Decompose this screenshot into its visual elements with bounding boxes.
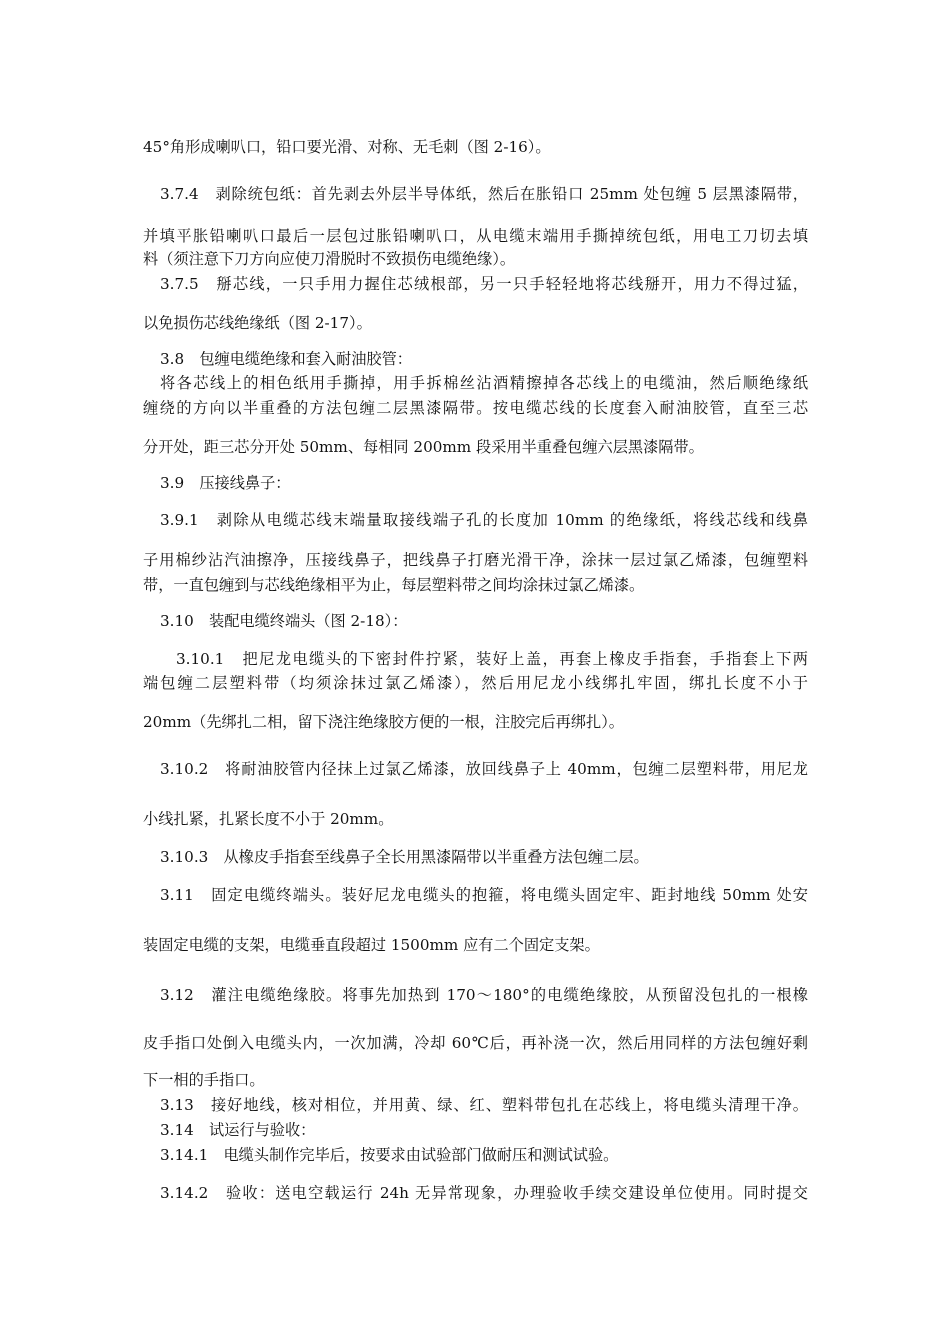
text-line: 3.9.1 剥除从电缆芯线末端量取接线端子孔的长度加 10mm 的绝缘纸，将线芯线和线鼻 xyxy=(160,511,808,529)
text-line: 3.10.3 从橡皮手指套至线鼻子全长用黑漆隔带以半重叠方法包缠二层。 xyxy=(160,848,649,866)
text-line: 45°角形成喇叭口，铅口要光滑、对称、无毛刺（图 2-16）。 xyxy=(143,138,551,156)
text-line: 3.7.5 掰芯线，一只手用力握住芯绒根部，另一只手轻轻地将芯线掰开，用力不得过猛， xyxy=(160,275,808,293)
text-line: 皮手指口处倒入电缆头内，一次加满，冷却 60℃后，再补浇一次，然后用同样的方法包缠好剩 xyxy=(143,1034,808,1052)
text-line: 3.14.1 电缆头制作完毕后，按要求由试验部门做耐压和测试试验。 xyxy=(160,1146,619,1164)
text-line: 以免损伤芯线绝缘纸（图 2-17）。 xyxy=(143,314,372,332)
text-line: 端包缠二层塑料带（均须涂抹过氯乙烯漆），然后用尼龙小线绑扎牢固，绑扎长度不小于 xyxy=(143,674,808,692)
text-line: 将各芯线上的相色纸用手撕掉，用手拆棉丝沾酒精擦掉各芯线上的电缆油，然后顺绝缘纸 xyxy=(160,374,808,392)
text-line: 料（须注意下刀方向应使刀滑脱时不致损伤电缆绝缘）。 xyxy=(143,250,516,268)
text-line: 3.11 固定电缆终端头。装好尼龙电缆头的抱箍，将电缆头固定牢、距封地线 50mm 处安 xyxy=(160,886,808,904)
text-line: 3.13 接好地线，核对相位，并用黄、绿、红、塑料带包扎在芯线上，将电缆头清理干净。 xyxy=(160,1096,808,1114)
text-line: 带，一直包缠到与芯线绝缘相平为止，每层塑料带之间均涂抹过氯乙烯漆。 xyxy=(143,576,645,594)
text-line: 3.10.1 把尼龙电缆头的下密封件拧紧，装好上盖，再套上橡皮手指套，手指套上下两 xyxy=(176,650,808,668)
text-line: 3.10.2 将耐油胶管内径抹上过氯乙烯漆，放回线鼻子上 40mm，包缠二层塑料带，用尼龙 xyxy=(160,760,808,778)
text-line: 子用棉纱沾汽油擦净，压接线鼻子，把线鼻子打磨光滑干净，涂抹一层过氯乙烯漆，包缠塑料 xyxy=(143,551,808,569)
text-line: 20mm（先绑扎二相，留下浇注绝缘胶方便的一根，注胶完后再绑扎）。 xyxy=(143,713,624,731)
text-line: 3.12 灌注电缆绝缘胶。将事先加热到 170～180°的电缆绝缘胶，从预留没包扎的一根橡 xyxy=(160,986,808,1004)
section-heading: 3.9 压接线鼻子： xyxy=(160,474,291,492)
text-line: 并填平胀铅喇叭口最后一层包过胀铅喇叭口，从电缆末端用手撕掉统包纸，用电工刀切去填 xyxy=(143,227,808,245)
text-line: 3.7.4 剥除统包纸：首先剥去外层半导体纸，然后在胀铅口 25mm 处包缠 5 层黑漆隔带， xyxy=(160,185,808,203)
text-line: 小线扎紧，扎紧长度不小于 20mm。 xyxy=(143,810,394,828)
section-heading: 3.10 装配电缆终端头（图 2-18）： xyxy=(160,612,408,630)
section-heading: 3.8 包缠电缆绝缘和套入耐油胶管： xyxy=(160,350,412,368)
text-line: 缠绕的方向以半重叠的方法包缠二层黑漆隔带。按电缆芯线的长度套入耐油胶管，直至三芯 xyxy=(143,399,808,417)
text-line: 装固定电缆的支架，电缆垂直段超过 1500mm 应有二个固定支架。 xyxy=(143,936,600,954)
text-line: 分开处，距三芯分开处 50mm、每相同 200mm 段采用半重叠包缠六层黑漆隔带。 xyxy=(143,438,704,456)
section-heading: 3.14 试运行与验收： xyxy=(160,1121,316,1139)
text-line: 3.14.2 验收：送电空载运行 24h 无异常现象，办理验收手续交建设单位使用。同时提交 xyxy=(160,1184,808,1202)
text-line: 下一相的手指口。 xyxy=(143,1071,265,1089)
